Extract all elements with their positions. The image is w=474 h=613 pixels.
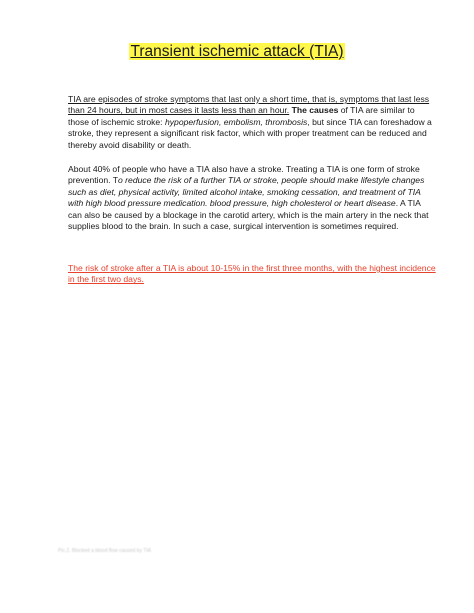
causes-text: of TIA are similar to those of ischemic stroke: bbox=[68, 105, 415, 127]
risk-statistic: The risk of stroke after a TIA is about 10-15% in the first three months, with the highest incidence in the first two days. bbox=[68, 263, 436, 285]
risk-text: , but since TIA can foreshadow a stroke, they represent a significant risk factor, which with proper treatment can be reduced and thereby avoid disability or death. bbox=[68, 116, 432, 150]
figure-caption: Pic.2. Blocked a blood flow caused by TIA bbox=[58, 548, 152, 554]
carotid-text: . A TIA can also be caused by a blockage in the carotid artery, which is the main artery in the neck that supplies blood to the brain. In such a case, surgical intervention is sometimes required. bbox=[68, 198, 429, 232]
paragraph-definition bbox=[56, 94, 436, 151]
page-title-text: Transient ischemic attack (TIA) bbox=[130, 43, 344, 60]
lifestyle-advice: o reduce the risk of a further TIA or stroke, people should make lifestyle changes such as diet, physical activity, limited alcohol intake, smoking cessation, and treatment of TIA with high blood pressure medication. blood pressure, high cholesterol or heart disease bbox=[68, 175, 425, 209]
paragraph-prevention bbox=[56, 164, 436, 232]
definition-text: TIA are episodes of stroke symptoms that last only a short time, that is, symptoms that last less than 24 hours, but in most cases it lasts less than an hour. bbox=[68, 94, 430, 116]
causes-label: The causes bbox=[291, 105, 339, 116]
causes-list: hypoperfusion, embolism, thrombosis bbox=[164, 116, 308, 127]
page-title bbox=[0, 42, 474, 62]
prevention-intro: About 40% of people who have a TIA also have a stroke. Treating a TIA is one form of stroke prevention. T bbox=[68, 164, 420, 186]
paragraph-risk bbox=[56, 263, 436, 286]
